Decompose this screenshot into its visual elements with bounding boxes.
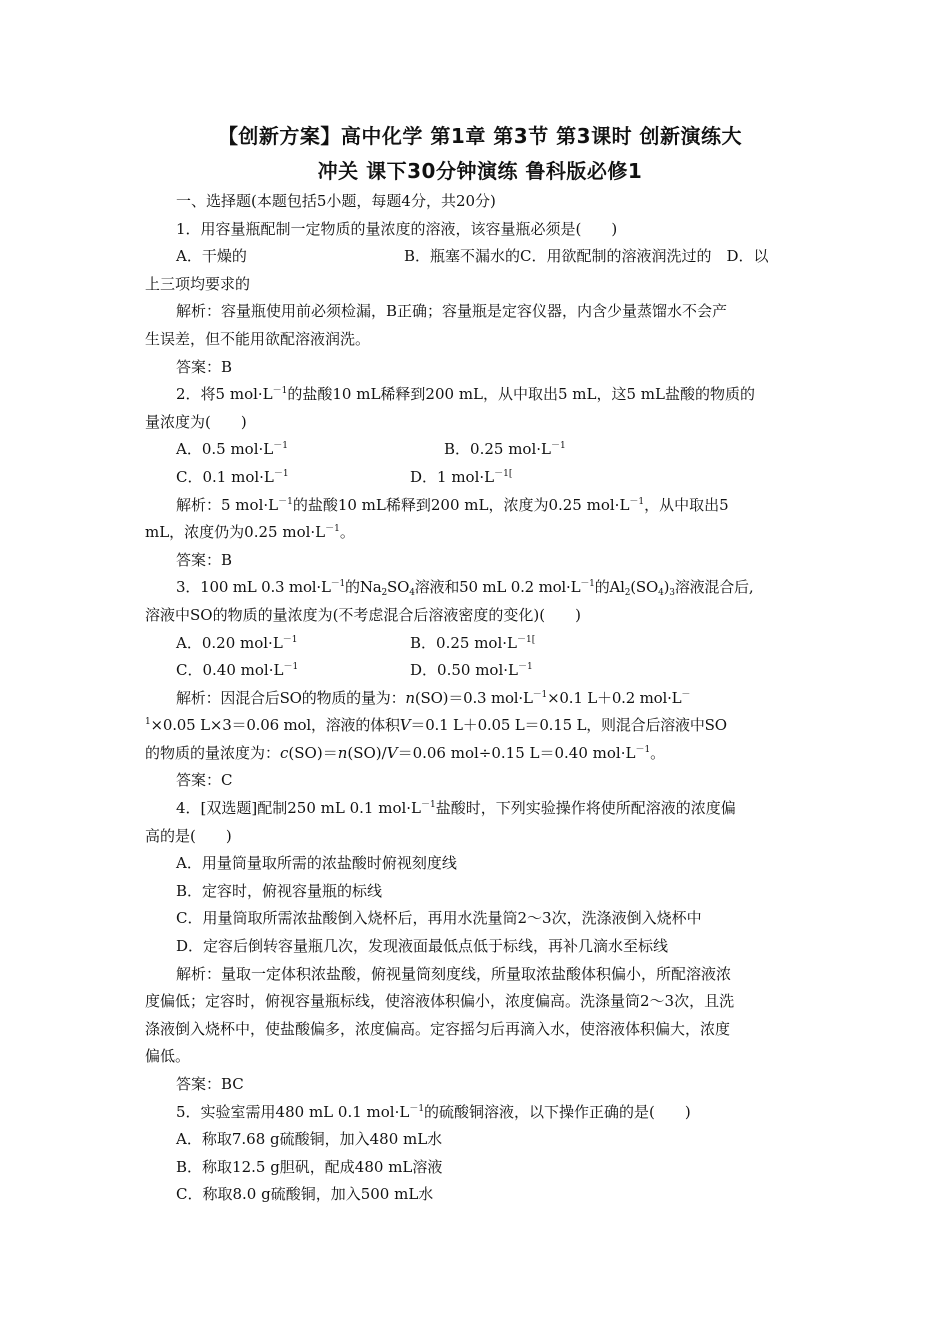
q2-option-b-sup: －1 xyxy=(550,441,566,452)
q2-option-d-mark: [ xyxy=(508,468,513,479)
q2-analysis-part: 的盐酸10 mL稀释到200 mL，浓度为0.25 mol·L xyxy=(292,495,630,514)
q1-stem: 1．用容量瓶配制一定物质的量浓度的溶液，该容量瓶必须是( ) xyxy=(176,219,618,238)
q4-stem-2: 高的是( ) xyxy=(145,826,232,845)
q5-option-c: C．称取8.0 g硫酸铜，加入500 mL水 xyxy=(176,1185,434,1204)
q2-option-c-sup: －1 xyxy=(273,468,289,479)
q5-option-b: B．称取12.5 g胆矾，配成480 mL溶液 xyxy=(176,1157,443,1176)
q2-stem-2: 量浓度为( ) xyxy=(145,412,247,431)
q2-analysis-part: 解析：5 mol·L xyxy=(176,495,279,514)
q4-analysis-3: 涤液倒入烧杯中，使盐酸偏多，浓度偏高。定容摇匀后再滴入水，使溶液体积偏大，浓度 xyxy=(145,1019,731,1038)
q3-analysis-var: V xyxy=(386,743,398,762)
title-line-2: 冲关 课下30分钟演练 鲁科版必修1 xyxy=(317,159,643,183)
q3-option-b xyxy=(410,634,535,652)
q3-analysis-part: 的物质的量浓度为： xyxy=(145,743,281,762)
q5-stem xyxy=(145,1099,810,1127)
q3-stem-part: ) xyxy=(663,578,670,597)
q3-stem-sub: 2 xyxy=(624,588,631,599)
document-body xyxy=(145,188,810,1209)
q3-option-b-text: B．0.25 mol·L xyxy=(410,633,517,652)
q2-option-c-text: C．0.1 mol·L xyxy=(176,467,274,486)
q4-analysis-2: 度偏低；定容时，俯视容量瓶标线，使溶液体积偏小，浓度偏高。洗涤量筒2～3次，且洗 xyxy=(145,992,735,1011)
q3-analysis-part: (SO)/ xyxy=(347,743,387,762)
q3-stem-2: 溶液中SO的物质的量浓度为(不考虑混合后溶液密度的变化)( ) xyxy=(145,605,581,624)
q4-stem-sup: －1 xyxy=(421,800,436,811)
q3-analysis-part: ×0.1 L＋0.2 mol·L xyxy=(547,688,682,707)
q2-option-d xyxy=(410,468,512,486)
q3-analysis-sup: － xyxy=(681,689,691,700)
q2-option-c xyxy=(176,464,410,495)
q4-option-b: B．定容时，俯视容量瓶的标线 xyxy=(176,881,383,900)
q3-stem-sub: 3 xyxy=(669,588,675,599)
q3-analysis-var: c xyxy=(280,743,289,762)
q2-option-b-text: B．0.25 mol·L xyxy=(444,440,551,459)
q4-analysis-1: 解析：量取一定体积浓盐酸，俯视量筒刻度线，所量取浓盐酸体积偏小，所配溶液浓 xyxy=(176,964,732,983)
q3-options-cd xyxy=(145,657,810,685)
q2-options-cd xyxy=(145,464,810,492)
q3-stem-part: 3．100 mL 0.3 mol·L xyxy=(176,578,331,597)
q4-option-c: C．用量筒取所需浓盐酸倒入烧杯后，再用水洗量筒2～3次，洗涤液倒入烧杯中 xyxy=(176,909,702,928)
q3-option-a xyxy=(176,630,410,661)
q2-analysis-2 xyxy=(145,519,810,547)
q2-option-a-sup: －1 xyxy=(273,441,288,452)
q4-stem-part: 4．[双选题]配制250 mL 0.1 mol·L xyxy=(176,799,422,818)
q3-analysis-1 xyxy=(145,685,810,713)
q2-analysis-sup: －1 xyxy=(278,496,293,507)
q3-answer: 答案：C xyxy=(176,771,233,790)
q2-analysis-part: mL，浓度仍为0.25 mol·L xyxy=(145,523,326,542)
q2-stem-part: 的盐酸10 mL稀释到200 mL，从中取出5 mL，这5 mL盐酸的物质的 xyxy=(287,385,755,404)
q3-analysis-part: (SO)＝ xyxy=(288,743,338,762)
q3-stem-part: 的Al xyxy=(594,578,625,597)
q2-stem-1 xyxy=(145,381,810,409)
q3-stem-part: 溶液混合后, xyxy=(674,578,754,597)
q4-stem-1 xyxy=(145,795,810,823)
q4-option-a: A．用量筒量取所需的浓盐酸时俯视刻度线 xyxy=(176,854,457,873)
q1-answer: 答案：B xyxy=(176,357,233,376)
q3-analysis-var: n xyxy=(405,688,415,707)
q1-options-bcd: B．瓶塞不漏水的C．用欲配制的溶液润洗过的 D．以 xyxy=(404,247,769,266)
q3-analysis-sup: －1 xyxy=(532,689,548,700)
q5-stem-sup: －1 xyxy=(409,1103,425,1114)
q3-stem-sub: 2 xyxy=(381,588,388,599)
q3-option-a-sup: －1 xyxy=(282,634,298,645)
q3-stem-sup: －1 xyxy=(330,579,346,590)
q2-option-b xyxy=(444,440,566,458)
q3-option-d-sup: －1 xyxy=(517,662,533,673)
q2-option-d-text: D．1 mol·L xyxy=(410,467,495,486)
q1-analysis-2: 生误差，但不能用欲配溶液润洗。 xyxy=(145,329,371,348)
q1-options-cont: 上三项均要求的 xyxy=(145,274,251,293)
q3-option-c-sup: －1 xyxy=(283,662,299,673)
q2-option-d-sup: －1 xyxy=(494,468,509,479)
q3-analysis-part: ＝0.06 mol÷0.15 L＝0.40 mol·L xyxy=(397,743,636,762)
q3-stem-part: (SO xyxy=(630,578,659,597)
q3-option-d xyxy=(410,661,533,679)
q1-option-a: A．干燥的 xyxy=(176,247,247,266)
q2-options-ab xyxy=(145,436,810,464)
title-line-1: 【创新方案】高中化学 第1章 第3节 第3课时 创新演练大 xyxy=(217,124,743,148)
q4-analysis-4: 偏低。 xyxy=(145,1047,191,1066)
q3-analysis-part: ＝0.1 L＋0.05 L＝0.15 L，则混合后溶液中SO xyxy=(410,716,727,735)
q2-answer: 答案：B xyxy=(176,550,233,569)
q4-answer: 答案：BC xyxy=(176,1075,244,1093)
q3-stem-part: 溶液和50 mL 0.2 mol·L xyxy=(414,578,581,597)
q3-analysis-2 xyxy=(145,712,810,740)
q4-option-d: D．定容后倒转容量瓶几次，发现液面最低点低于标线，再补几滴水至标线 xyxy=(176,937,669,956)
q3-stem-sub: 4 xyxy=(658,588,664,599)
q2-analysis-1 xyxy=(145,492,810,520)
q3-stem-sub: 4 xyxy=(409,588,415,599)
q2-analysis-sup: －1 xyxy=(629,496,645,507)
section-heading: 一、选择题(本题包括5小题，每题4分，共20分) xyxy=(176,192,496,210)
q5-stem-part: 的硫酸铜溶液，以下操作正确的是( ) xyxy=(424,1102,691,1121)
q1-analysis-1: 解析：容量瓶使用前必须检漏，B正确；容量瓶是定容仪器，内含少量蒸馏水不会产 xyxy=(176,302,728,321)
q2-analysis-part: 。 xyxy=(339,523,355,542)
q3-analysis-var: V xyxy=(399,716,411,735)
q3-analysis-var: n xyxy=(337,743,348,762)
q3-option-b-mark: [ xyxy=(531,634,536,645)
q3-analysis-3 xyxy=(145,740,810,768)
q3-analysis-sup: －1 xyxy=(635,744,651,755)
q3-option-b-sup: －1 xyxy=(516,634,532,645)
q3-stem-1 xyxy=(145,574,810,602)
q4-stem-part: 盐酸时，下列实验操作将使所配溶液的浓度偏 xyxy=(435,799,736,818)
q1-options xyxy=(145,243,810,271)
q3-analysis-part: 解析：因混合后SO的物质的量为： xyxy=(176,688,406,707)
q3-analysis-sup: 1 xyxy=(145,717,151,728)
q3-analysis-part: (SO)＝0.3 mol·L xyxy=(414,688,533,707)
q2-analysis-part: ，从中取出5 xyxy=(644,495,729,514)
q3-option-c xyxy=(176,657,410,688)
q5-option-a: A．称取7.68 g硫酸铜，加入480 mL水 xyxy=(176,1130,443,1149)
q3-analysis-part: ×0.05 L×3＝0.06 mol，溶液的体积 xyxy=(150,716,400,735)
q2-stem-part: 2．将5 mol·L xyxy=(176,385,273,404)
q3-option-a-text: A．0.20 mol·L xyxy=(176,633,283,652)
q2-option-a-text: A．0.5 mol·L xyxy=(176,440,274,459)
q2-option-a xyxy=(176,436,444,467)
q3-stem-sup: －1 xyxy=(580,579,595,590)
q3-stem-part: 的Na xyxy=(345,578,382,597)
q3-option-d-text: D．0.50 mol·L xyxy=(410,661,518,680)
q3-analysis-part: 。 xyxy=(650,743,666,762)
q2-analysis-sup: －1 xyxy=(325,524,340,535)
q3-stem-part: SO xyxy=(387,578,410,597)
q2-stem-sup: －1 xyxy=(272,386,288,397)
q3-options-ab xyxy=(145,630,810,658)
q3-option-c-text: C．0.40 mol·L xyxy=(176,661,284,680)
q5-stem-part: 5．实验室需用480 mL 0.1 mol·L xyxy=(176,1102,410,1121)
